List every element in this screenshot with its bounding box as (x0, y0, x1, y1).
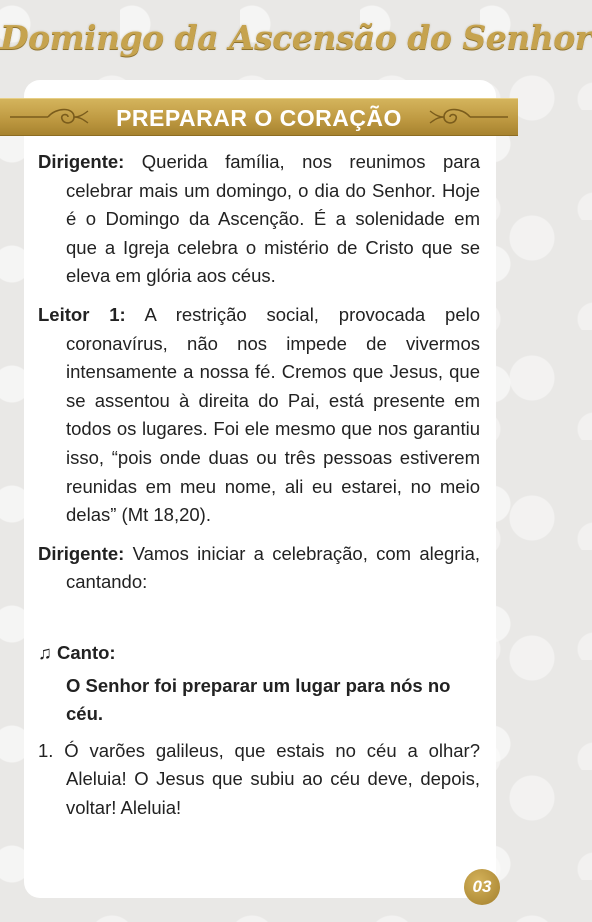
canto-heading (38, 639, 480, 668)
canto-label: Canto: (57, 641, 116, 663)
paragraph-text: Querida família, nos reunimos para celebrar mais um domingo, o dia do Senhor. Hoje é o Domingo da Ascenção. É a solenidade em que a Igreja celebra o mistério de Cristo que se eleva em glória aos céus. (66, 151, 480, 287)
paragraph-dirigente-1 (38, 148, 480, 291)
page-title: Domingo da Ascensão do Senhor (0, 18, 592, 57)
right-flourish-icon (428, 104, 510, 130)
speaker-label: Dirigente: (38, 542, 125, 564)
liturgy-text (38, 148, 480, 822)
paragraph-leitor-1 (38, 301, 480, 530)
paragraph-text: Vamos iniciar a celebração, com alegria, cantando: (66, 542, 481, 593)
page-number-badge: 03 (464, 869, 500, 905)
speaker-label: Dirigente: (38, 151, 125, 172)
paragraph-text: A restrição social, provocada pelo coronavírus, não nos impede de vivermos intensamente a nossa fé. Cremos que Jesus, que se assentou à direita do Pai, está presente em todos os lugares. Foi ele mesmo que nos garantiu isso, “pois onde duas ou três pessoas estiverem reunidas em meu nome, ali eu estarei, no meio delas” (Mt 18,20). (66, 303, 481, 526)
section-title: PREPARAR O CORAÇÃO (116, 105, 402, 131)
canto-verse (38, 737, 480, 823)
music-note-icon: ♫ (38, 641, 52, 663)
spacer (38, 607, 480, 639)
left-flourish-icon (8, 104, 90, 130)
canto-refrain: O Senhor foi preparar um lugar para nós no céu. (66, 674, 451, 725)
paragraph-dirigente-2 (38, 540, 480, 597)
verse-number: 1. (38, 739, 54, 761)
speaker-label: Leitor 1: (38, 303, 126, 325)
verse-text: Ó varões galileus, que estais no céu a olhar? Aleluia! O Jesus que subiu ao céu deve, depois, voltar! Aleluia! (64, 739, 480, 818)
